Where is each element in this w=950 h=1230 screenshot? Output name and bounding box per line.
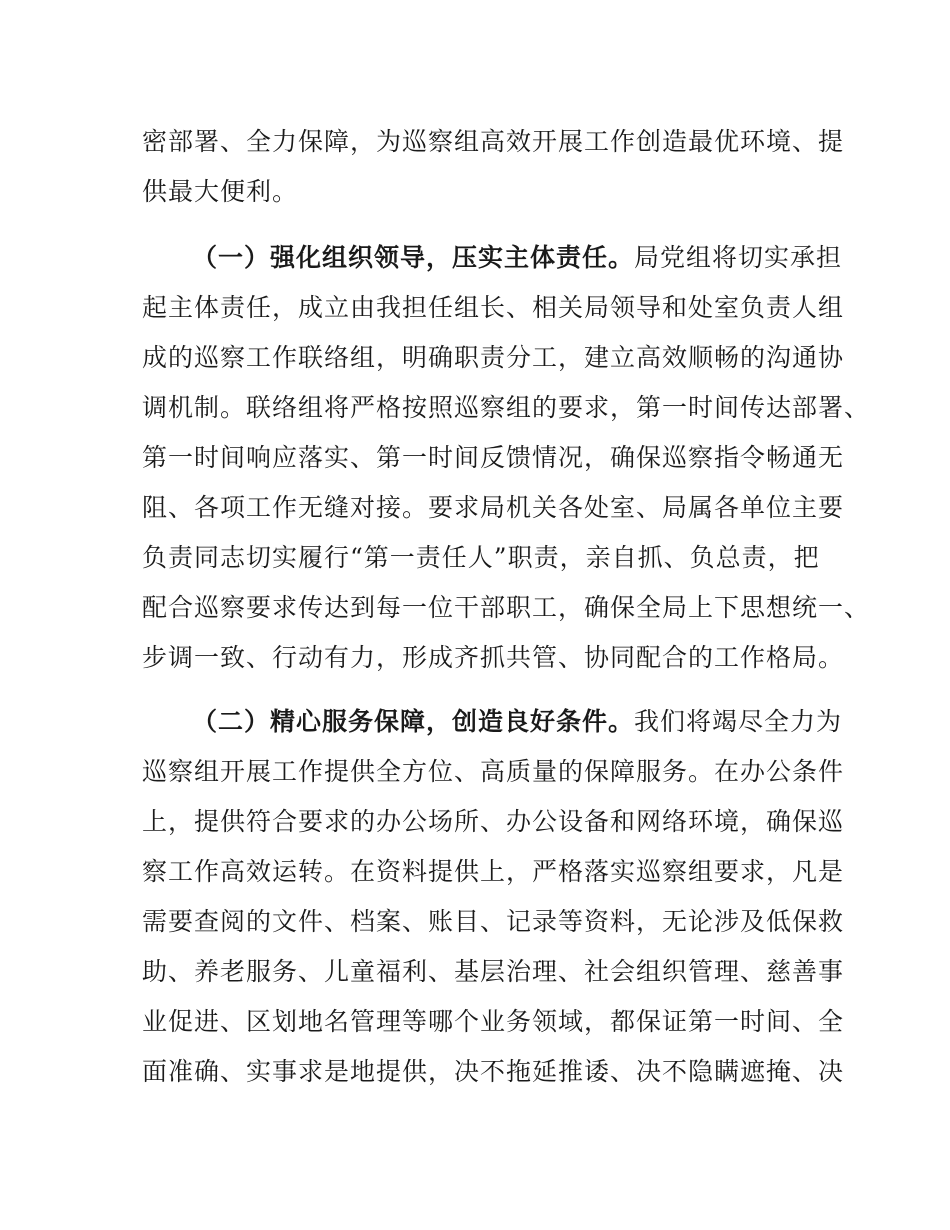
paragraph-first-line [192, 243, 842, 273]
section-heading-1: （一）强化组织领导，压实主体责任。 [192, 243, 635, 272]
paragraph-text: 局党组将切实承担 [634, 243, 843, 272]
paragraph-line: 成的巡察工作联络组，明确职责分工，建立高效顺畅的沟通协 [142, 343, 845, 372]
paragraph-line: 需要查阅的文件、档案、账目、记录等资料，无论涉及低保救 [142, 907, 845, 936]
paragraph-line: 调机制。联络组将严格按照巡察组的要求，第一时间传达部署、 [142, 393, 871, 422]
paragraph-line: 密部署、全力保障，为巡察组高效开展工作创造最优环境、提 [142, 127, 845, 156]
paragraph-line: 助、养老服务、儿童福利、基层治理、社会组织管理、慈善事 [142, 957, 845, 986]
paragraph-line: 步调一致、行动有力，形成齐抓共管、协同配合的工作格局。 [142, 643, 845, 672]
paragraph-line: 起主体责任，成立由我担任组长、相关局领导和处室负责人组 [142, 293, 845, 322]
section-heading-2: （二）精心服务保障，创造良好条件。 [192, 707, 635, 736]
paragraph-first-line [192, 707, 842, 737]
paragraph-line: 阻、各项工作无缝对接。要求局机关各处室、局属各单位主要 [142, 493, 845, 522]
paragraph-line: 负责同志切实履行“第一责任人”职责，亲自抓、负总责，把 [142, 543, 820, 572]
paragraph-line: 供最大便利。 [142, 177, 299, 206]
paragraph-line: 业促进、区划地名管理等哪个业务领域，都保证第一时间、全 [142, 1007, 845, 1036]
paragraph-line: 配合巡察要求传达到每一位干部职工，确保全局上下思想统一、 [142, 593, 871, 622]
paragraph-line: 察工作高效运转。在资料提供上，严格落实巡察组要求，凡是 [142, 857, 845, 886]
paragraph-line: 第一时间响应落实、第一时间反馈情况，确保巡察指令畅通无 [142, 443, 845, 472]
paragraph-text: 我们将竭尽全力为 [634, 707, 843, 736]
paragraph-line: 面准确、实事求是地提供，决不拖延推诿、决不隐瞒遮掩、决 [142, 1057, 845, 1086]
paragraph-line: 巡察组开展工作提供全方位、高质量的保障服务。在办公条件 [142, 757, 845, 786]
paragraph-line: 上，提供符合要求的办公场所、办公设备和网络环境，确保巡 [142, 807, 845, 836]
